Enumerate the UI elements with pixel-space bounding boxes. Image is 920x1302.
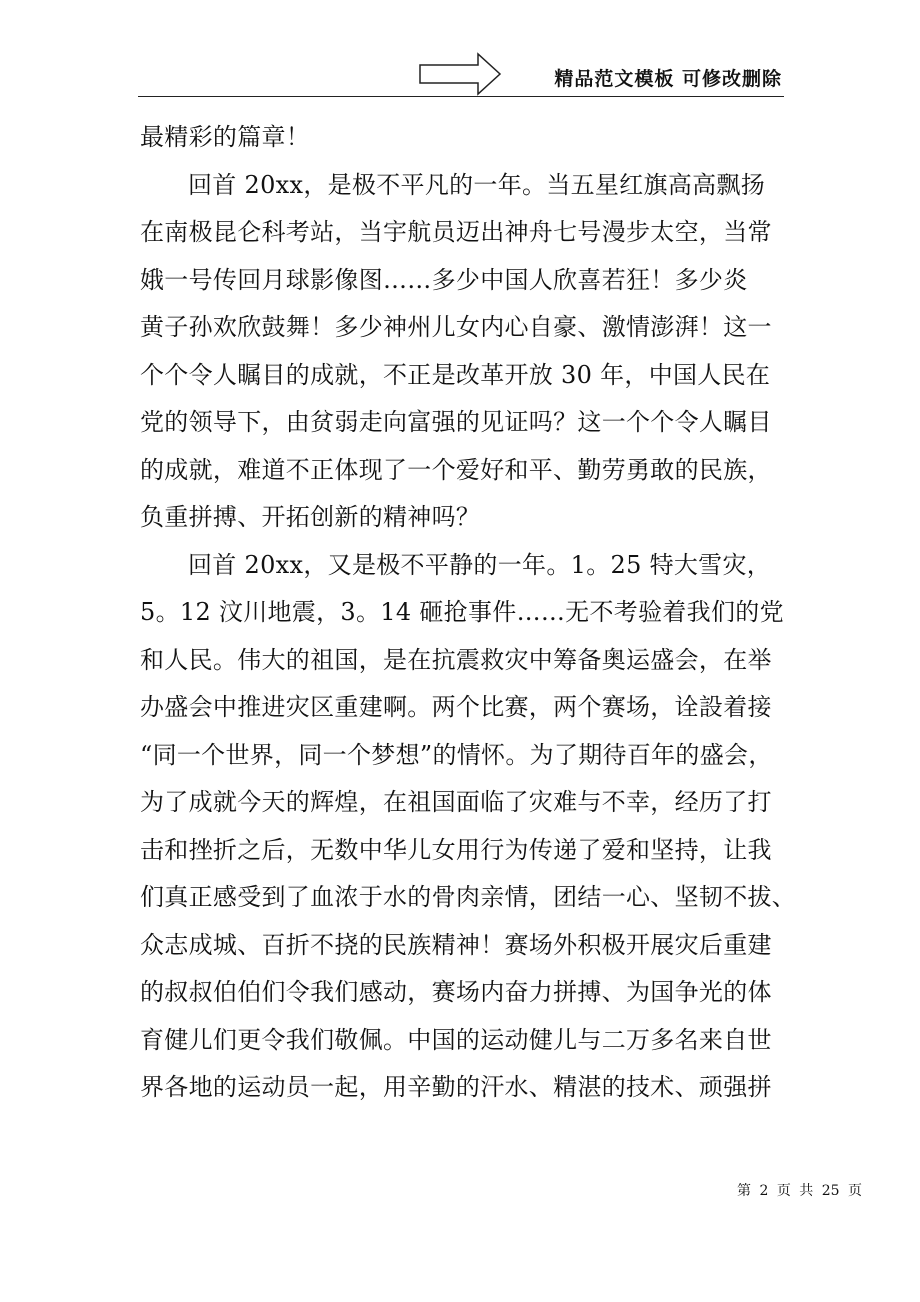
text-line: 育健儿们更令我们敬佩。中国的运动健儿与二万多名来自世 — [140, 1025, 772, 1054]
text-line: 回首 20xx，又是极不平静的一年。1。25 特大雪灾， — [188, 550, 772, 579]
text-line: 回首 20xx，是极不平凡的一年。当五星红旗高高飘扬 — [188, 170, 766, 199]
arrow-right-icon — [418, 52, 502, 96]
text-line: 和人民。伟大的祖国，是在抗震救灾中筹备奥运盛会，在举 — [140, 645, 772, 674]
text-line: 个个令人瞩目的成就，不正是改革开放 30 年，中国人民在 — [140, 360, 771, 389]
text-line: 办盛会中推进灾区重建啊。两个比赛，两个赛场，诠設着接 — [140, 693, 772, 721]
text-line: 为了成就今天的辉煌，在祖国面临了灾难与不幸，经历了打 — [140, 788, 772, 816]
text-line: 众志成城、百折不挠的民族精神！赛场外积极开展灾后重建 — [140, 930, 772, 959]
text-line: 最精彩的篇章！ — [140, 123, 311, 151]
header-divider — [138, 96, 784, 97]
text-line: 的成就，难道不正体现了一个爱好和平、勤劳勇敢的民族， — [140, 455, 772, 484]
text-line: 负重拼搏、开拓创新的精神吗？ — [140, 503, 481, 531]
text-line: 的叔叔伯伯们令我们感动，赛场内奋力拼搏、为国争光的体 — [140, 978, 772, 1006]
page-header — [138, 50, 784, 98]
text-line: 黄子孙欢欣鼓舞！多少神州儿女内心自豪、激情澎湃！这一 — [140, 313, 772, 341]
document-body — [140, 114, 797, 1112]
text-line: 在南极昆仑科考站，当宇航员迈出神舟七号漫步太空，当常 — [140, 218, 772, 246]
text-line: 界各地的运动员一起，用辛勤的汗水、精湛的技术、顽强拼 — [140, 1073, 772, 1101]
text-line: 娥一号传回月球影像图……多少中国人欣喜若狂！多少炎 — [140, 265, 748, 294]
text-line: 5。12 汶川地震，3。14 砸抢事件……无不考验着我们的党 — [140, 598, 784, 626]
text-line: “同一个世界，同一个梦想”的情怀。为了期待百年的盛会， — [140, 740, 773, 769]
header-title: 精品范文模板 可修改删除 — [554, 68, 782, 90]
page-number: 第 2 页 共 25 页 — [737, 1183, 862, 1199]
text-line: 党的领导下，由贫弱走向富强的见证吗？这一个个令人瞩目 — [140, 408, 772, 436]
text-line: 们真正感受到了血浓于水的骨肉亲情，团结一心、坚韧不拔、 — [140, 883, 797, 911]
text-line: 击和挫折之后，无数中华儿女用行为传递了爱和坚持，让我 — [140, 835, 772, 864]
